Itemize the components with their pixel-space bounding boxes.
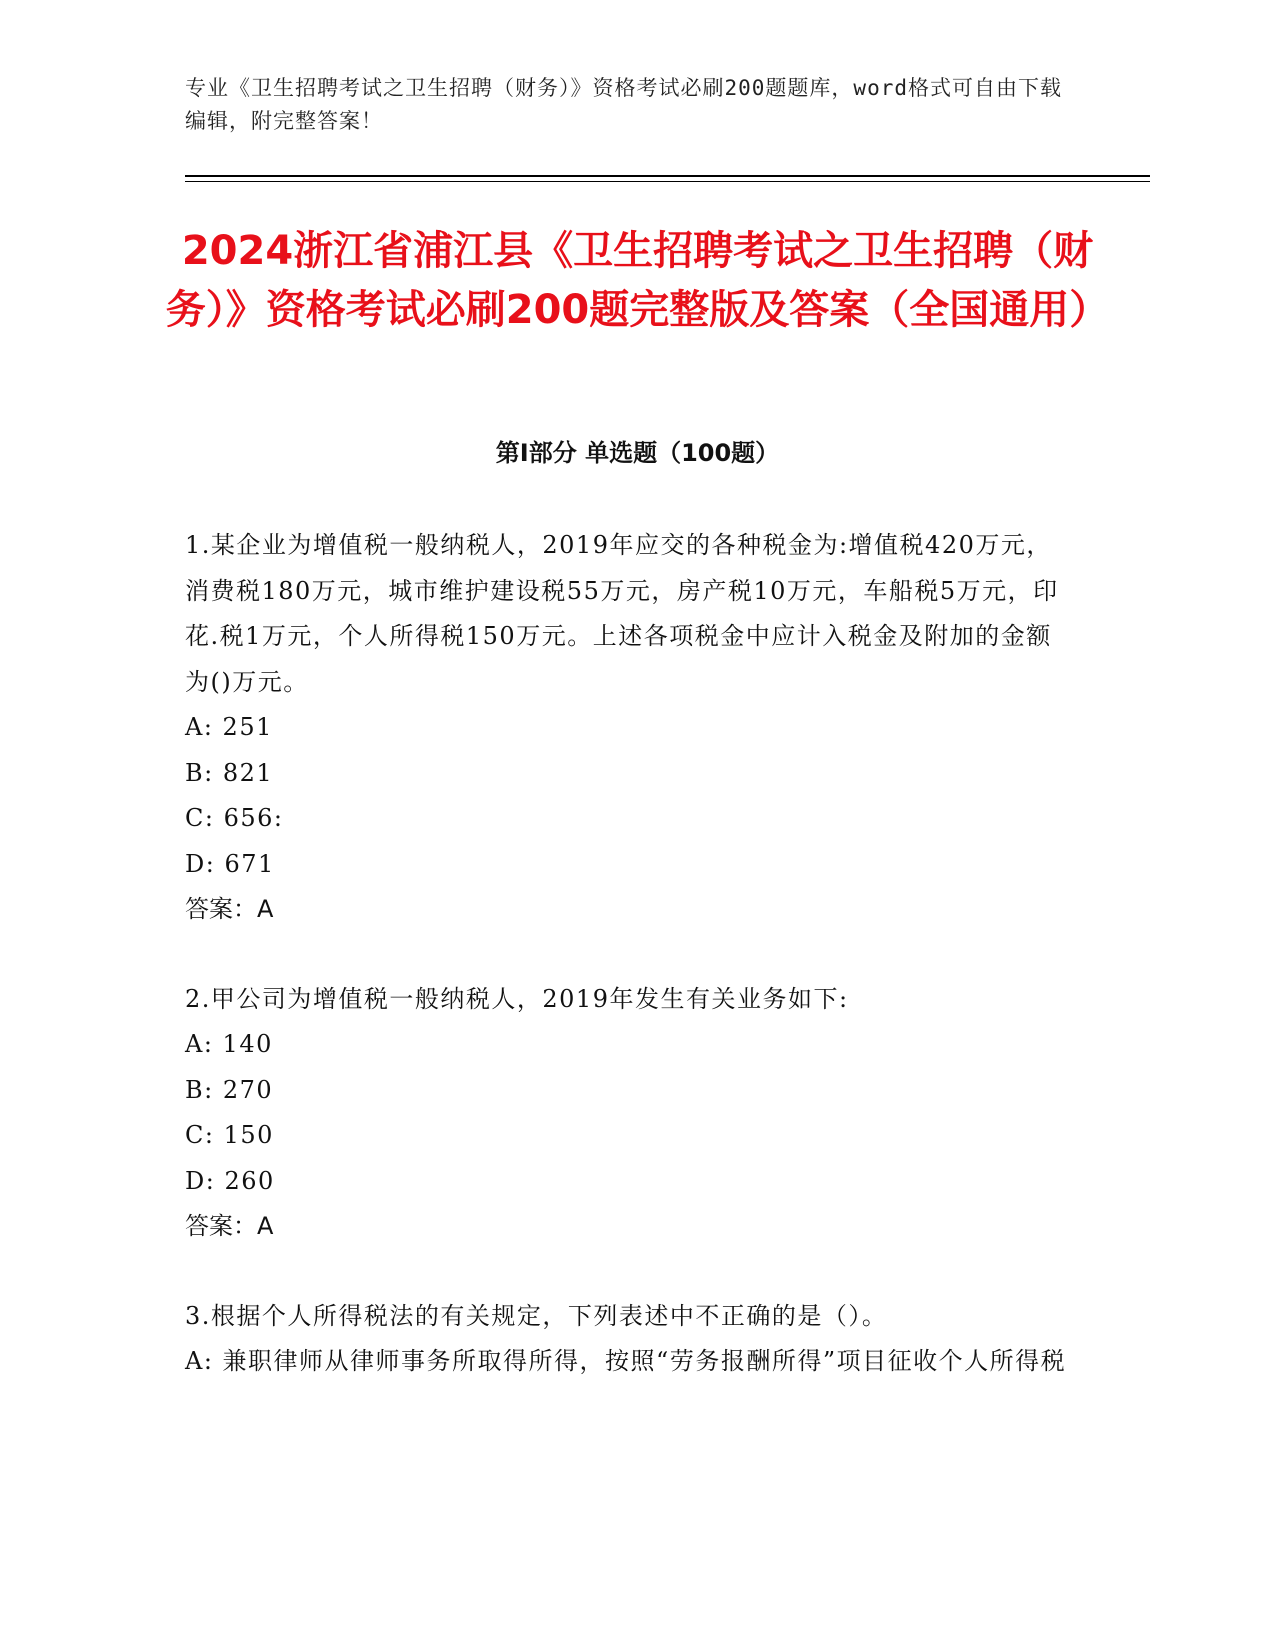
- option-a: A: 140: [185, 1030, 273, 1058]
- option-b: B: 270: [185, 1075, 274, 1104]
- header-rule-thin: [185, 181, 1150, 182]
- question-2: [185, 977, 1075, 1250]
- question-1: [185, 523, 1075, 933]
- section-title: 第I部分 单选题（100题）: [495, 439, 780, 467]
- header-rule-thick: [185, 175, 1150, 177]
- answer-line: 答案：A: [185, 1212, 274, 1240]
- option-a: A: 251: [185, 713, 273, 741]
- question-stem: 1.某企业为增值税一般纳税人，2019年应交的各种税金为:增值税420万元，消费税180万元，城市维护建设税55万元，房产税10万元，车船税5万元，印花.税1万元，个人所得税150万元。上述各项税金中应计入税金及附加的金额为()万元。: [185, 531, 1059, 696]
- question-stem: 2.甲公司为增值税一般纳税人，2019年发生有关业务如下:: [185, 984, 849, 1013]
- question-3: [185, 1294, 1075, 1385]
- question-spacer: [185, 933, 1075, 977]
- question-stem: 3.根据个人所得税法的有关规定，下列表述中不正确的是（）。: [185, 1301, 888, 1330]
- question-spacer: [185, 1250, 1075, 1294]
- option-c: C: 150: [185, 1121, 274, 1149]
- option-c: C: 656:: [185, 804, 284, 832]
- question-list: [185, 523, 1075, 1385]
- option-d: D: 671: [185, 849, 275, 878]
- document-title: 2024浙江省浦江县《卫生招聘考试之卫生招聘（财务）》资格考试必刷200题完整版及答案（全国通用）: [165, 228, 1110, 333]
- option-b: B: 821: [185, 758, 274, 787]
- option-d: D: 260: [185, 1166, 275, 1195]
- answer-line: 答案：A: [185, 895, 274, 923]
- option-a: A: 兼职律师从律师事务所取得所得，按照“劳务报酬所得”项目征收个人所得税: [185, 1347, 1067, 1375]
- header-note: 专业《卫生招聘考试之卫生招聘（财务）》资格考试必刷200题题库，word格式可自由下载编辑，附完整答案！: [185, 76, 1062, 133]
